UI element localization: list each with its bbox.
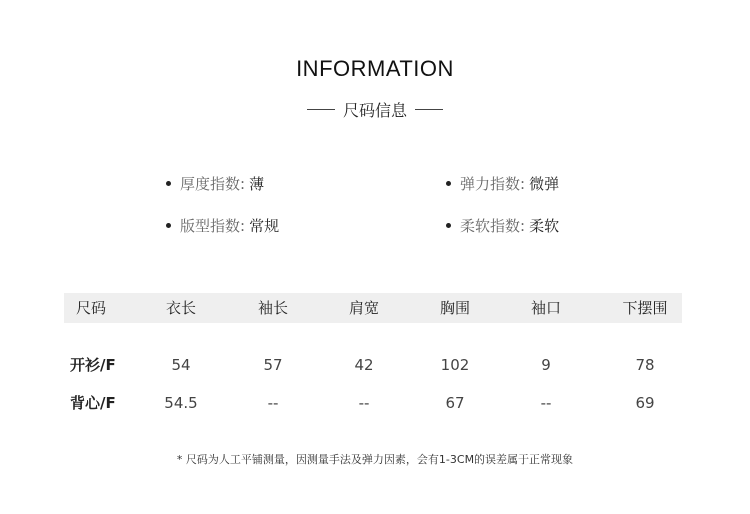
table-cell: 9: [541, 356, 551, 374]
header-size: 尺码: [75, 299, 107, 317]
attribute-label: 弹力指数:: [460, 174, 526, 193]
bullet-icon: [446, 181, 451, 186]
right-divider: [415, 109, 443, 110]
table-cell: 54.5: [164, 394, 198, 412]
attribute-softness: [446, 215, 559, 235]
attribute-fit: [166, 215, 279, 235]
header-hem: 下摆围: [622, 299, 668, 317]
header-length: 衣长: [165, 299, 197, 317]
bullet-icon: [166, 223, 171, 228]
bullet-icon: [166, 181, 171, 186]
subtitle-text: 尺码信息: [342, 100, 407, 120]
table-cell: --: [267, 394, 279, 412]
header-chest: 胸围: [439, 299, 471, 317]
attribute-elasticity: [446, 173, 559, 193]
bullet-icon: [446, 223, 451, 228]
attribute-value: 柔软: [529, 216, 560, 235]
table-cell: --: [358, 394, 370, 412]
table-cell: 78: [635, 356, 655, 374]
left-divider: [307, 109, 335, 110]
row-size-name: 开衫/F: [70, 356, 116, 374]
attribute-label: 厚度指数:: [180, 174, 246, 193]
attribute-value: 微弹: [529, 174, 560, 193]
table-cell: 57: [263, 356, 283, 374]
measurement-note: * 尺码为人工平铺测量，因测量手法及弹力因素，会有1-3CM的误差属于正常现象: [176, 453, 574, 466]
section-subtitle: [0, 99, 750, 119]
attribute-thickness: [166, 173, 264, 193]
page-title: INFORMATION: [296, 56, 454, 81]
header-shoulder: 肩宽: [348, 299, 380, 317]
table-cell: --: [540, 394, 552, 412]
attribute-label: 柔软指数:: [460, 216, 526, 235]
attribute-label: 版型指数:: [180, 216, 246, 235]
table-cell: 54: [171, 356, 191, 374]
header-sleeve: 袖长: [257, 299, 289, 317]
table-cell: 67: [445, 394, 465, 412]
header-cuff: 袖口: [530, 299, 562, 317]
table-cell: 42: [354, 356, 374, 374]
table-cell: 69: [635, 394, 655, 412]
attribute-value: 常规: [249, 216, 280, 235]
attribute-value: 薄: [249, 174, 265, 193]
table-cell: 102: [440, 356, 470, 374]
row-size-name: 背心/F: [70, 394, 116, 412]
